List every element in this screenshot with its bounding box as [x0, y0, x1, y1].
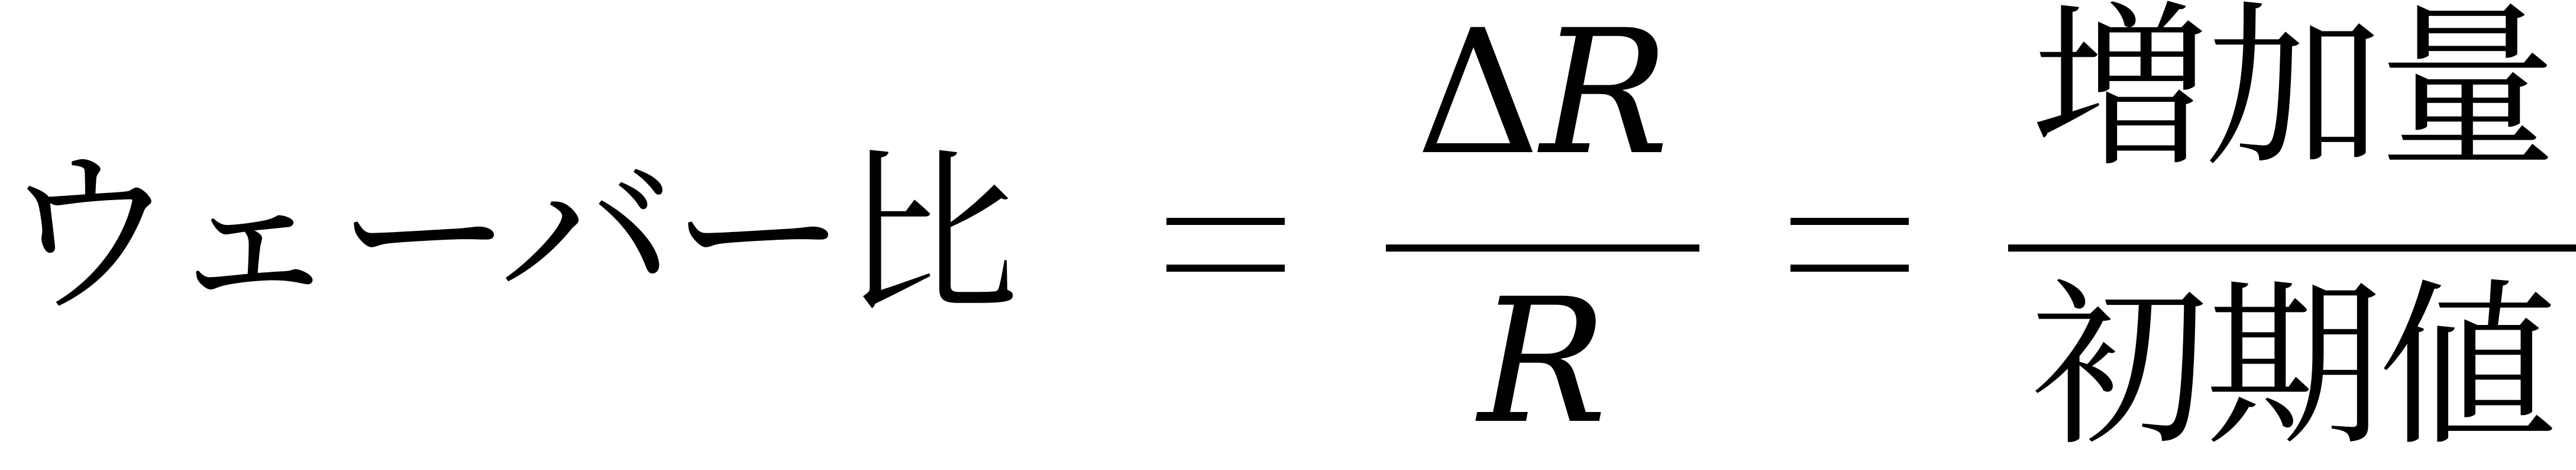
fraction1-bar [1386, 244, 1699, 252]
weber-ratio-label: ウェーバー比 [0, 132, 1013, 339]
equals-bar-top [1790, 218, 1909, 225]
fraction2-bar [2008, 244, 2576, 252]
equals-bar-bottom [1790, 265, 1909, 272]
fraction2-numerator: 増加量 [2031, 0, 2553, 192]
fraction2-denominator: 初期値 [2031, 263, 2553, 470]
equals-bar-top [1166, 218, 1285, 225]
numerator-variable-r: R [1540, 0, 1669, 193]
fraction1-numerator [1386, 0, 1699, 193]
delta-symbol: Δ [1416, 0, 1540, 193]
equals-bar-bottom [1166, 265, 1285, 272]
fraction1-denominator: R [1478, 262, 1608, 462]
